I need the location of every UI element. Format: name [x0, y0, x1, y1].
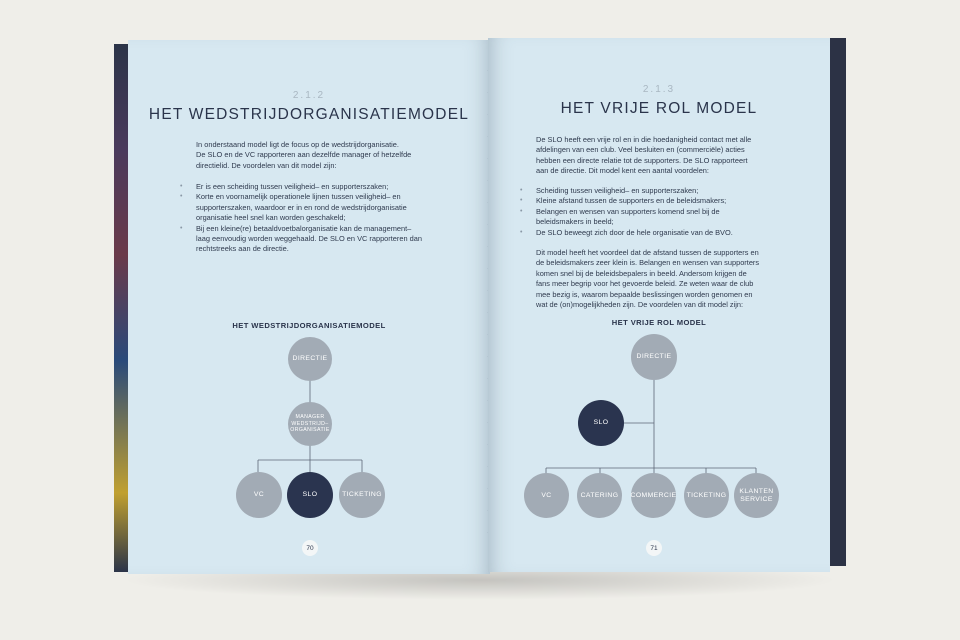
bullet-line: • Kleine afstand tussen de supporters en de beleidsmakers; — [536, 196, 727, 206]
bullet-line: • Bij een kleine(re) betaaldvoetbalorganisatie kan de management– — [196, 223, 412, 233]
paragraph-line: Dit model heeft het voordeel dat de afstand tussen de supporters en — [536, 248, 759, 257]
node-manager-wedstrijdorganisatie — [288, 402, 332, 446]
chart-title: HET WEDSTRIJDORGANISATIEMODEL — [232, 321, 386, 330]
node-klantenservice — [734, 473, 779, 518]
intro-line: De SLO heeft een vrije rol en in die hoedanigheid contact met alle — [536, 135, 752, 144]
node-label-line: SERVICE — [740, 495, 773, 503]
section-number: 2.1.2 — [292, 90, 326, 101]
page-number: 70 — [302, 540, 318, 556]
paragraph-line: fans meer begrip voor het gevoerde beleid. Ze weten waar de club — [536, 279, 754, 289]
bullet-line: laag eenvoudig worden weggehaald. De SLO en VC rapporteren dan — [196, 234, 422, 244]
node-slo: SLO — [578, 400, 624, 446]
bullet-line: • Belangen en wensen van supporters komend snel bij de — [536, 206, 720, 216]
right-page — [488, 38, 830, 572]
node-slo: SLO — [287, 472, 333, 518]
node-vc: VC — [524, 473, 569, 518]
node-commercie: COMMERCIE — [631, 473, 676, 518]
chart-title: HET VRIJE ROL MODEL — [611, 318, 707, 327]
paragraph-line: de beleidsmakers zeer klein is. Belangen en wensen van supporters — [536, 258, 760, 268]
paragraph-line: wat de (on)mogelijkheden zijn. De voordelen van dit model zijn: — [536, 300, 744, 310]
paragraph-line: komen snel bij de beleidsbepalers in beeld. Andersom krijgen de — [536, 268, 747, 278]
node-catering: CATERING — [577, 473, 622, 518]
page-number: 71 — [646, 540, 662, 556]
intro-line: De SLO en de VC rapporteren aan dezelfde manager of hetzelfde — [196, 150, 412, 160]
intro-line: In onderstaand model ligt de focus op de wedstrijdorganisatie. — [196, 140, 399, 149]
intro-line: hebben een directe relatie tot de supporters. De SLO rapporteert — [536, 155, 748, 165]
bullet-line: organisatie heel snel kan worden geschakeld; — [196, 213, 346, 223]
node-label-line: WEDSTRIJD– — [291, 420, 329, 427]
intro-line: directielid. De voordelen van dit model zijn: — [196, 160, 337, 170]
page-heading: HET WEDSTRIJDORGANISATIEMODEL — [148, 106, 470, 123]
node-ticketing: TICKETING — [339, 472, 385, 518]
bullet-line: supporterszaken, waardoor er in en rond de wedstrijdorganisatie — [196, 202, 407, 212]
bullet-line: rechtstreeks aan de directie. — [196, 244, 289, 254]
left-page — [128, 40, 490, 574]
node-label-line: KLANTEN — [739, 487, 774, 495]
node-label-line: ORGANISATIE — [290, 427, 330, 434]
intro-line: aan de directie. Dit model kent een aantal voordelen: — [536, 166, 709, 176]
bullet-line: • De SLO beweegt zich door de hele organisatie van de BVO. — [536, 227, 733, 237]
paragraph-line: mee bezig is, waarom bepaalde beslissingen worden genomen en — [536, 289, 753, 299]
page-heading: HET VRIJE ROL MODEL — [560, 100, 758, 117]
section-number: 2.1.3 — [642, 84, 676, 95]
bullet-line: • Er is een scheiding tussen veiligheid– en supporterszaken; — [196, 182, 389, 191]
node-label-line: MANAGER — [295, 414, 325, 421]
bullet-line: • Scheiding tussen veiligheid– en supporterszaken; — [536, 186, 699, 195]
node-ticketing: TICKETING — [684, 473, 729, 518]
node-directie: DIRECTIE — [288, 337, 332, 381]
bullet-line: beleidsmakers in beeld; — [536, 217, 614, 227]
intro-line: afdelingen van een club. Veel besluiten en (commerciële) acties — [536, 145, 745, 155]
node-vc: VC — [236, 472, 282, 518]
bullet-line: • Korte en voornamelijk operationele lijnen tussen veiligheid– en — [196, 192, 401, 202]
node-directie: DIRECTIE — [631, 334, 677, 380]
